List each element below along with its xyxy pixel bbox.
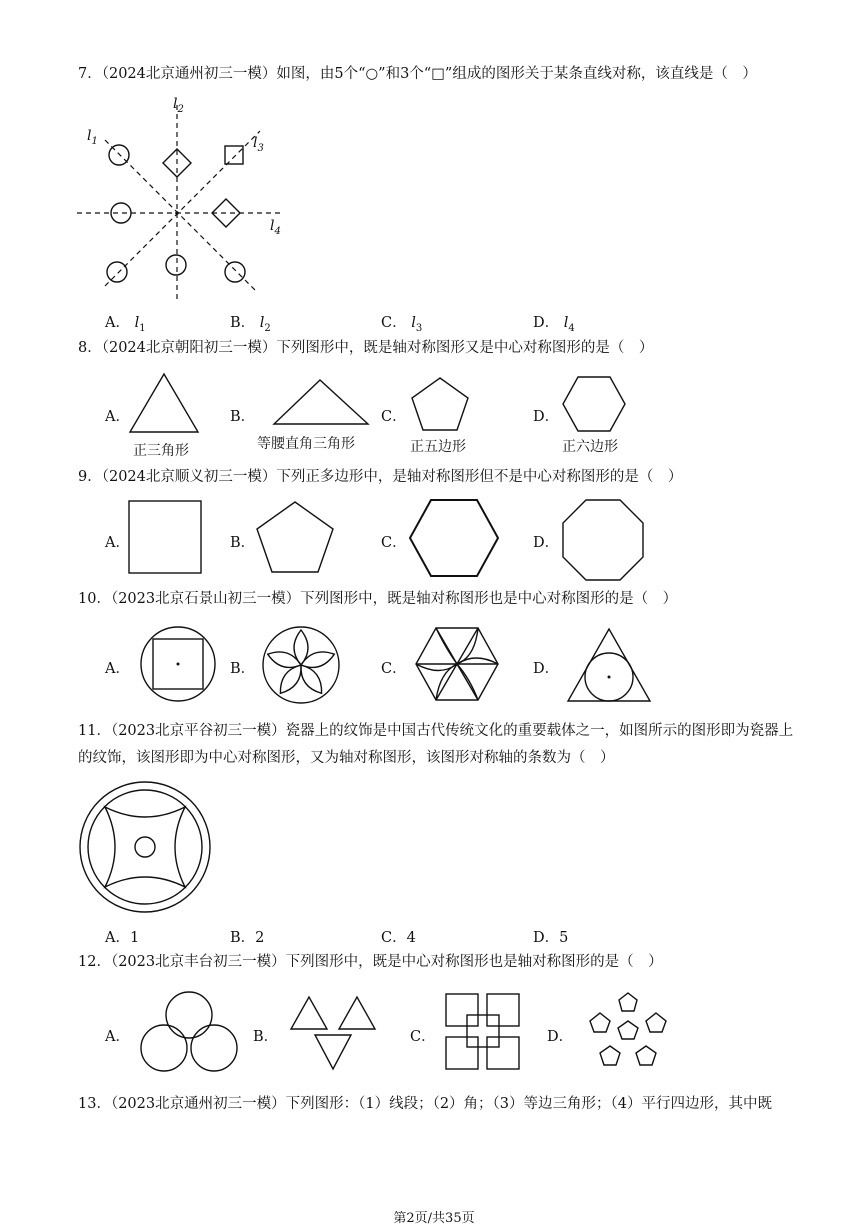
q8-caption-a: 正三角形 bbox=[133, 443, 189, 459]
q9-option-a[interactable]: A． bbox=[105, 535, 130, 551]
q10-option-d[interactable]: D． bbox=[533, 661, 560, 677]
label-l3: $l_3$ bbox=[253, 135, 264, 154]
interlocking-squares-figure bbox=[445, 993, 521, 1071]
q9-option-c[interactable]: C． bbox=[381, 535, 407, 551]
q8-option-b[interactable]: B． bbox=[230, 409, 256, 425]
label-l4: $l_4$ bbox=[270, 218, 281, 237]
question-12-text: 12．（2023北京丰台初三一模）下列图形中，既是中心对称图形也是轴对称图形的是（ ） bbox=[78, 954, 663, 970]
q9-option-b[interactable]: B． bbox=[230, 535, 256, 551]
three-triangles-figure bbox=[289, 995, 379, 1071]
three-circles-figure bbox=[140, 991, 238, 1073]
pentagon-figure bbox=[255, 500, 335, 574]
q10-option-a[interactable]: A． bbox=[105, 661, 130, 677]
q10-option-b[interactable]: B． bbox=[230, 661, 256, 677]
q8-option-d[interactable]: D． bbox=[533, 409, 560, 425]
q11-option-b[interactable]: B．2 bbox=[230, 930, 265, 946]
question-9-text: 9．（2024北京顺义初三一模）下列正多边形中，是轴对称图形但不是中心对称图形的是（ ） bbox=[78, 469, 683, 485]
q9-option-d[interactable]: D． bbox=[533, 535, 560, 551]
label-l1: $l_1$ bbox=[87, 128, 98, 147]
porcelain-pattern-figure bbox=[79, 781, 211, 913]
q7-option-d[interactable]: D． $l_4$ bbox=[533, 315, 575, 334]
q8-caption-d: 正六边形 bbox=[562, 439, 618, 455]
q7-symmetry-figure bbox=[75, 95, 295, 305]
question-8-text: 8．（2024北京朝阳初三一模）下列图形中，既是轴对称图形又是中心对称图形的是（ ） bbox=[78, 340, 654, 356]
equilateral-triangle-figure bbox=[128, 372, 200, 434]
q11-option-c[interactable]: C．4 bbox=[381, 930, 416, 946]
question-11-text: 11．（2023北京平谷初三一模）瓷器上的纹饰是中国古代传统文化的重要载体之一，如图所示的图形即为瓷器上的纹饰，该图形即为中心对称图形，又为轴对称图形，该图形对称轴的条数为（ ） bbox=[78, 723, 794, 766]
q8-option-a[interactable]: A． bbox=[105, 409, 130, 425]
circle-square-figure bbox=[140, 626, 216, 702]
q10-option-c[interactable]: C． bbox=[381, 661, 407, 677]
hexagon-figure bbox=[409, 499, 499, 577]
q7-option-b[interactable]: B． $l_2$ bbox=[230, 315, 271, 334]
label-l2: $l_2$ bbox=[173, 96, 184, 115]
hexagon-pinwheel-figure bbox=[415, 627, 499, 701]
pentagon-ring-figure bbox=[586, 991, 670, 1071]
regular-pentagon-figure bbox=[410, 376, 470, 432]
q7-option-a[interactable]: A． $l_1$ bbox=[105, 315, 146, 334]
q12-option-a[interactable]: A． bbox=[105, 1029, 130, 1045]
q7-option-c[interactable]: C． $l_3$ bbox=[381, 315, 423, 334]
q8-option-c[interactable]: C． bbox=[381, 409, 407, 425]
q8-caption-b: 等腰直角三角形 bbox=[257, 436, 355, 452]
question-13-text: 13．（2023北京通州初三一模）下列图形：（1）线段；（2）角；（3）等边三角形；（4）平行四边形，其中既 bbox=[78, 1096, 772, 1112]
isosceles-right-triangle-figure bbox=[272, 378, 372, 426]
q12-option-c[interactable]: C． bbox=[410, 1029, 436, 1045]
regular-hexagon-figure bbox=[562, 375, 626, 433]
q11-option-d[interactable]: D．5 bbox=[533, 930, 569, 946]
question-7-text: 7．（2024北京通州初三一模）如图，由5个“○”和3个“□”组成的图形关于某条直线对称，该直线是（ ） bbox=[78, 66, 757, 82]
question-10-text: 10．（2023北京石景山初三一模）下列图形中，既是轴对称图形也是中心对称图形的是（ ） bbox=[78, 591, 678, 607]
q12-option-b[interactable]: B． bbox=[253, 1029, 279, 1045]
square-figure bbox=[128, 500, 202, 574]
page-footer: 第2页/共35页 bbox=[393, 1211, 475, 1226]
flower-circle-figure bbox=[262, 626, 340, 704]
q11-option-a[interactable]: A．1 bbox=[105, 930, 140, 946]
octagon-figure bbox=[562, 499, 644, 581]
q8-caption-c: 正五边形 bbox=[410, 439, 466, 455]
q12-option-d[interactable]: D． bbox=[547, 1029, 574, 1045]
triangle-incircle-figure bbox=[566, 627, 652, 703]
